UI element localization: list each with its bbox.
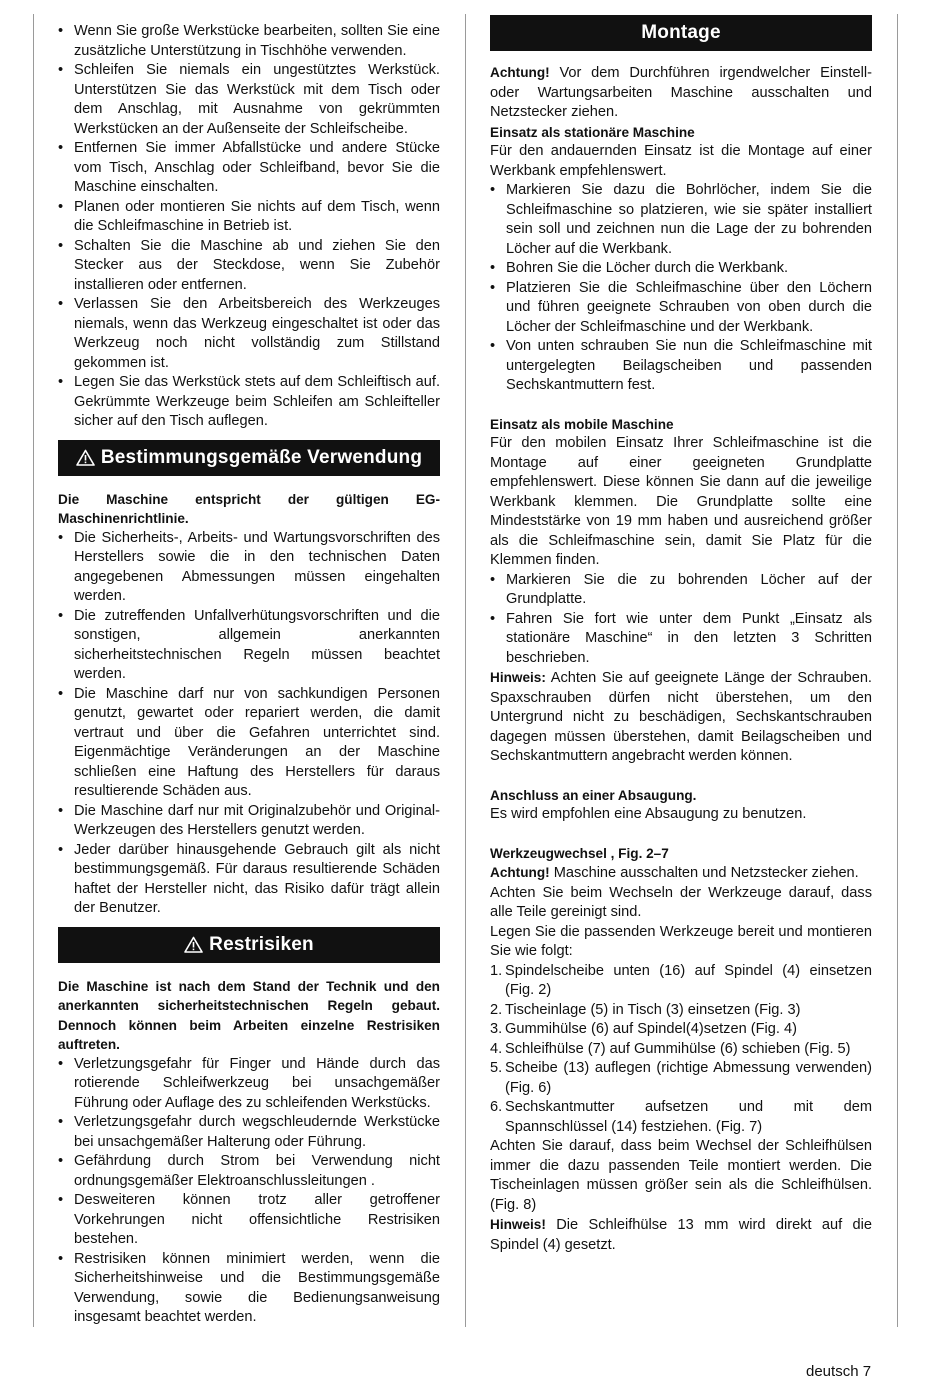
caution-text: Vor dem Durchführen irgendwelcher Einstell- oder Wartungsarbeiten Maschine ausschalten und Netzstecker ziehen. bbox=[490, 65, 872, 120]
left-margin-rule bbox=[33, 14, 34, 1327]
section-heading-assembly: Montage bbox=[490, 15, 872, 51]
caution-paragraph bbox=[490, 863, 872, 884]
list-item: • Die Sicherheits-, Arbeits- und Wartungsvorschriften des Herstellers sowie die in den technischen Daten angegebenen Abmessungen müssen eingehalten werden. bbox=[58, 529, 440, 607]
subheading-stationary: Einsatz als stationäre Maschine bbox=[490, 124, 695, 140]
list-item: 2. Tischeinlage (5) in Tisch (3) einsetzen (Fig. 3) bbox=[490, 1001, 801, 1018]
list-item: • Markieren Sie die zu bohrenden Löcher auf der Grundplatte. bbox=[490, 571, 872, 610]
paragraph: Für den andauernden Einsatz ist die Montage auf einer Werkbank empfehlenswert. bbox=[490, 143, 872, 179]
note-paragraph bbox=[490, 668, 872, 767]
list-item: • Die Maschine darf nur von sachkundigen Personen genutzt, gewartet oder repariert werden, die damit vertraut und über die Gefahren unterrichtet sind. Eigenmächtige Veränderungen an der Maschine schließen eine Haftung des Herstellers für daraus resultierende Schäden aus. bbox=[58, 685, 440, 802]
list-item: • Platzieren Sie die Schleifmaschine über den Löchern und führen geeignete Schrauben von oben durch die Löcher der Schleifmaschine und der Werkbank. bbox=[490, 279, 872, 338]
note-paragraph bbox=[490, 1215, 872, 1255]
list-item: • Restrisiken können minimiert werden, wenn die Sicherheitshinweise und die Bestimmungsgemäße Verwendung, sowie die Bedienungsanweisung insgesamt beachtet werden. bbox=[58, 1250, 440, 1328]
section-heading-text: Restrisiken bbox=[209, 933, 314, 955]
paragraph: Für den mobilen Einsatz Ihrer Schleifmaschine ist die Montage auf einer geeigneten Grundplatte empfehlenswert. Diese können Sie dann auf die jeweilige Werkbank klemmen. Die Grundplatte sollte eine Mindeststärke von 19 mm haben und ausreichend größer als die Schleifmaschine sein, damit Sie Platz für die Klemmen finden. bbox=[490, 435, 872, 568]
column-divider-rule bbox=[465, 14, 466, 1327]
tool-change-steps bbox=[490, 962, 872, 1138]
note-label: Hinweis! bbox=[490, 1217, 546, 1232]
paragraph: Legen Sie die passenden Werkzeuge bereit und montieren Sie wie folgt: bbox=[490, 923, 872, 959]
list-item: • Gefährdung durch Strom bei Verwendung nicht ordnungsgemäßer Elektroanschlussleitungen . bbox=[58, 1152, 440, 1191]
list-item: • Von unten schrauben Sie nun die Schleifmaschine mit untergelegten Beilagscheiben und passenden Sechskantmuttern fest. bbox=[490, 337, 872, 396]
section-heading-intended-use bbox=[58, 440, 440, 476]
list-item: • Desweiteren können trotz aller getroffener Vorkehrungen nicht offensichtliche Restrisiken bestehen. bbox=[58, 1191, 440, 1250]
caution-label: Achtung! bbox=[490, 865, 550, 880]
list-item: • Markieren Sie dazu die Bohrlöcher, indem Sie die Schleifmaschine so platzieren, wie sie später installiert sein soll und zeichnen nun die Lage der zu bohrenden Löcher auf die Werkbank. bbox=[490, 181, 872, 259]
list-item: • Verletzungsgefahr für Finger und Hände durch das rotierende Schleifwerkzeug bei unsachgemäßer Führung oder Auflage des zu schleifenden Werkstücks. bbox=[58, 1055, 440, 1114]
section-heading-residual-risks bbox=[58, 927, 440, 963]
paragraph: Achten Sie beim Wechseln der Werkzeuge darauf, dass alle Teile gereinigt sind. bbox=[490, 884, 872, 920]
right-column bbox=[490, 15, 872, 1255]
list-item: • Legen Sie das Werkstück stets auf dem Schleiftisch auf. Gekrümmte Werkzeuge beim Schleifen am Schleifteller sicher auf den Tisch auflegen. bbox=[58, 373, 440, 432]
list-item: • Schleifen Sie niemals ein ungestütztes Werkstück. Unterstützen Sie das Werkstück mit dem Tisch oder dem Anschlag, mit Ausnahme von gekrümmten Werkstücken an der Außenseite der Schleifscheibe. bbox=[58, 61, 440, 139]
caution-paragraph bbox=[490, 63, 872, 123]
caution-text: Maschine ausschalten und Netzstecker ziehen. bbox=[549, 865, 859, 881]
section-heading-text: Bestimmungsgemäße Verwendung bbox=[100, 446, 423, 468]
subheading-tool-change: Werkzeugwechsel , Fig. 2–7 bbox=[490, 845, 669, 861]
left-column bbox=[58, 22, 440, 1328]
list-item: • Die zutreffenden Unfallverhütungsvorschriften und die sonstigen, allgemein anerkannten sicherheitstechnischen Regeln müssen beachtet werden. bbox=[58, 607, 440, 685]
intro-bullet-list bbox=[58, 22, 440, 432]
list-item: • Planen oder montieren Sie nichts auf dem Tisch, wenn die Schleifmaschine in Betrieb ist. bbox=[58, 198, 440, 237]
list-item: 3. Gummihülse (6) auf Spindel(4)setzen (Fig. 4) bbox=[490, 1021, 797, 1037]
note-text: Achten Sie auf geeignete Länge der Schrauben. Spaxschrauben dürfen nicht überstehen, um den Untergrund nicht zu beschädigen, Sechskantschrauben dagegen müssen überstehen, damit Beilagscheiben und Sechskantmuttern angebracht werden können. bbox=[490, 670, 872, 764]
list-item: • Schalten Sie die Maschine ab und ziehen Sie den Stecker aus der Steckdose, wenn Sie Zubehör installieren oder entfernen. bbox=[58, 237, 440, 296]
residual-risks-bullet-list bbox=[58, 1055, 440, 1328]
list-item: • Fahren Sie fort wie unter dem Punkt „Einsatz als stationäre Maschine“ in den letzten 3 Schritten beschrieben. bbox=[490, 610, 872, 669]
intended-use-bullet-list bbox=[58, 529, 440, 919]
warning-triangle-icon bbox=[184, 930, 203, 966]
list-item: • Verletzungsgefahr durch wegschleudernde Werkstücke bei unsachgemäßer Halterung oder Führung. bbox=[58, 1113, 440, 1152]
section-lead: Die Maschine entspricht der gültigen EG-Maschinenrichtlinie. bbox=[58, 491, 440, 526]
list-item: 4. Schleifhülse (7) auf Gummihülse (6) schieben (Fig. 5) bbox=[490, 1040, 851, 1057]
paragraph: Achten Sie darauf, dass beim Wechsel der Schleifhülsen immer die dazu passenden Teile montiert werden. Die Tischeinlagen müssen größer sein als die Schleifhülsen. (Fig. 8) bbox=[490, 1138, 872, 1213]
note-label: Hinweis: bbox=[490, 670, 546, 685]
list-item: 1. Spindelscheibe unten (16) auf Spindel (4) einsetzen (Fig. 2) bbox=[490, 962, 872, 998]
caution-label: Achtung! bbox=[490, 65, 550, 80]
list-item: • Die Maschine darf nur mit Originalzubehör und Original- Werkzeugen des Herstellers genutzt werden. bbox=[58, 802, 440, 841]
stationary-bullet-list bbox=[490, 181, 872, 396]
list-item: • Wenn Sie große Werkstücke bearbeiten, sollten Sie eine zusätzliche Unterstützung in Tischhöhe verwenden. bbox=[58, 22, 440, 61]
list-item: • Entfernen Sie immer Abfallstücke und andere Stücke vom Tisch, Anschlag oder Schleifband, bevor Sie die Maschine einschalten. bbox=[58, 139, 440, 198]
page-footer-label: deutsch 7 bbox=[806, 1363, 872, 1380]
paragraph: Es wird empfohlen eine Absaugung zu benutzen. bbox=[490, 806, 807, 822]
list-item: • Bohren Sie die Löcher durch die Werkbank. bbox=[490, 259, 872, 279]
right-margin-rule bbox=[897, 14, 898, 1327]
mobile-bullet-list bbox=[490, 571, 872, 669]
section-lead: Die Maschine ist nach dem Stand der Technik und den anerkannten sicherheitstechnischen Regeln gebaut. Dennoch können beim Arbeiten einzelne Restrisiken auftreten. bbox=[58, 978, 440, 1052]
list-item: • Jeder darüber hinausgehende Gebrauch gilt als nicht bestimmungsgemäß. Für daraus resultierende Schäden haftet der Hersteller nicht, das Risiko dafür trägt allein der Benutzer. bbox=[58, 841, 440, 919]
note-text: Die Schleifhülse 13 mm wird direkt auf die Spindel (4) gesetzt. bbox=[490, 1217, 872, 1253]
subheading-mobile: Einsatz als mobile Maschine bbox=[490, 416, 674, 432]
list-item: • Verlassen Sie den Arbeitsbereich des Werkzeuges niemals, wenn das Werkzeug eingeschaltet ist oder das Werkzeug noch nicht vollständig zum Stillstand gekommen ist. bbox=[58, 295, 440, 373]
warning-triangle-icon bbox=[76, 443, 95, 479]
list-item: 6. Sechskantmutter aufsetzen und mit dem Spannschlüssel (14) festziehen. (Fig. 7) bbox=[490, 1099, 872, 1135]
subheading-extraction: Anschluss an einer Absaugung. bbox=[490, 787, 697, 803]
list-item: 5. Scheibe (13) auflegen (richtige Abmessung verwenden) (Fig. 6) bbox=[490, 1060, 872, 1096]
